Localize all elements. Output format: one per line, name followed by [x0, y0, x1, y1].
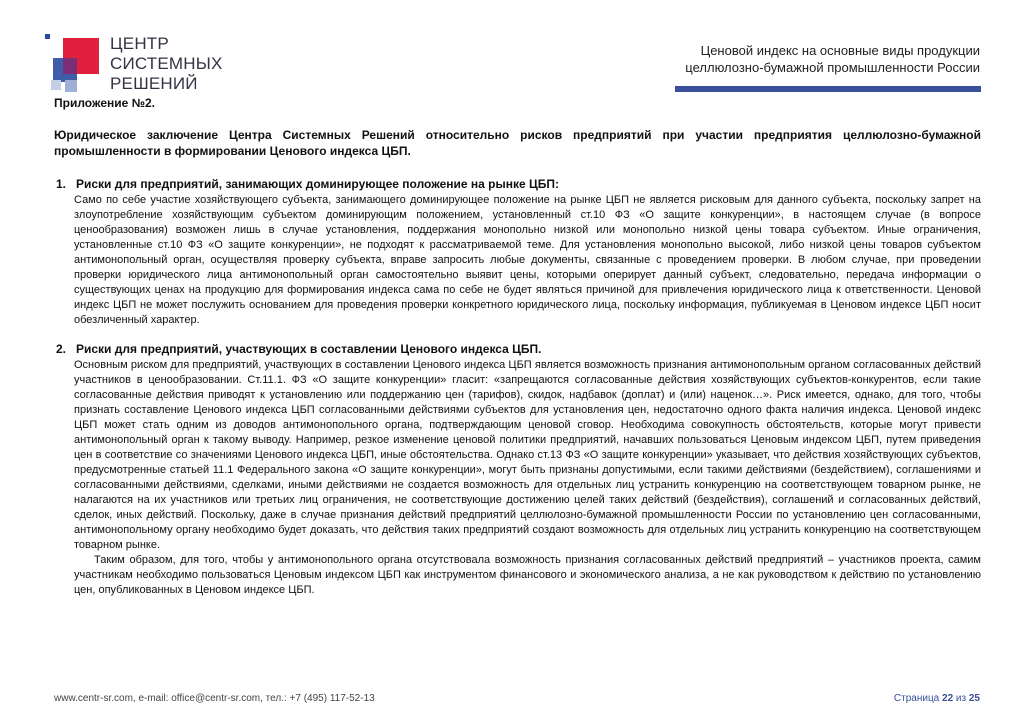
section-paragraph: Таким образом, для того, чтобы у антимонопольного органа отсутствовала возможность признания согласованных действий предприятий – участников проекта, самим участникам необходимо пользоваться Ценовым индексом ЦБП как инструментом финансового и экономического анализа, а не как руководством к действию по установлению цен, опубликованных в Ценовом индексе ЦБП. — [74, 554, 981, 596]
section-heading-text: Риски для предприятий, занимающих доминирующее положение на рынке ЦБП: — [76, 177, 559, 191]
logo-text — [110, 34, 223, 94]
logo-line-2: СИСТЕМНЫХ — [110, 54, 223, 73]
header-title-line-2: целлюлозно-бумажной промышленности России — [685, 60, 980, 75]
header-title — [650, 42, 980, 76]
header-title-line-1: Ценовой индекс на основные виды продукции — [700, 43, 980, 58]
logo-mark-icon — [45, 34, 105, 94]
page-current: 22 — [942, 693, 954, 704]
appendix-label: Приложение №2. — [54, 96, 156, 110]
logo-line-1: ЦЕНТР — [110, 34, 169, 53]
logo-line-3: РЕШЕНИЙ — [110, 74, 198, 93]
company-logo — [45, 34, 235, 96]
section-paragraph: Само по себе участие хозяйствующего субъекта, занимающего доминирующее положение на рынке ЦБП не является рисковым для данного субъекта, поскольку запрет на злоупотребление хозяйствующим субъектом доминирующим положением, установленный ст.10 ФЗ «О защите конкуренции», в настоящем случае (в вопросе ценообразования) возможен лишь в случае установления, поддержания монопольно низкой или монопольно низкой цены товара субъектом. Иные ограничения, установленные ст.10 ФЗ «О защите конкуренции», не подходят к рассматриваемой теме. Для установления монопольно высокой, либо низкой цены товаров субъектом антимонопольный орган, осуществляя проверку субъекта, вправе запросить любые документы, связанные с проведением проверки. В любом случае, при проведении проверки юридического лица антимонопольный орган самостоятельно выявит цены, которыми оперирует данный субъект, следовательно, передача информации о существующих ценах на продукцию для формирования индекса сама по себе не будет являться причиной для привлечения юридического лица к ответственности. Ценовой индекс ЦБП не может послужить основанием для проведения проверки конкретного юридического лица, поскольку информация, публикуемая в Ценовом индексе ЦБП носит обезличенный характер. — [74, 194, 981, 326]
document-title: Юридическое заключение Центра Системных Решений относительно рисков предприятий при участии предприятия целлюлозно-бумажной промышленности в формировании Ценового индекса ЦБП. — [54, 128, 981, 158]
page-total: 25 — [968, 693, 980, 704]
section-paragraph: Основным риском для предприятий, участвующих в составлении Ценового индекса ЦБП является возможность признания антимонопольным органом согласованных действий участников в ценообразовании. Ст.11.1. ФЗ «О защите конкуренции» гласит: «запрещаются согласованные действия хозяйствующих субъектов-конкурентов, если такие согласованные действия приводят к установлению или поддержанию цен (тарифов), скидок, надбавок (доплат) и (или) наценок…». Риск имеется, однако, для того, чтобы признать составление Ценового индекса ЦБП согласованными действиями субъектов для установления цен, недостаточно одного факта наличия индекса. Ценовой индекс ЦБП может стать одним из доводов антимонопольного органа, подтверждающим ценовой сговор. Необходима совокупность обстоятельств, которые могут привести антимонопольный орган к такому выводу. Например, резкое изменение ценовой политики предприятий, начавших пользоваться Ценовым индексом ЦБП, путем приведения цен в соответствие со значениями Ценового индекса ЦБП, иные обстоятельства. Однако ст.13 ФЗ «О защите конкуренции» указывает, что действия хозяйствующих субъектов, предусмотренные статьей 11.1 Федерального закона «О защите конкуренции», могут быть признаны допустимыми, если такими действиями (бездействием), соглашениями и согласованными действиями, сделками, иными действиями не создается возможность для отдельных лиц устранить конкуренцию на соответствующем товарном рынке, не налагаются на их участников или третьих лиц ограничения, не соответствующие достижению целей таких действий (бездействия), соглашений и согласованных действий, сделок, иных действий. Поскольку, даже в случае признания действий предприятий целлюлозно-бумажной промышленности России по установлению цен согласованными, антимонопольному органу необходимо будет доказать, что действия таких предприятий создают возможность для отдельных лиц устранить конкуренцию на соответствующем товарном рынке. — [74, 359, 981, 551]
section-number: 1. — [56, 177, 67, 191]
header-rule — [675, 86, 981, 92]
page-number — [894, 693, 980, 704]
section-2 — [54, 342, 981, 598]
section-heading-text: Риски для предприятий, участвующих в составлении Ценового индекса ЦБП. — [76, 342, 542, 356]
section-number: 2. — [56, 342, 67, 356]
document-body — [54, 96, 981, 598]
section-heading — [54, 177, 981, 192]
section-1 — [54, 177, 981, 328]
page-label: Страница — [893, 693, 940, 704]
section-heading — [54, 342, 981, 357]
page-separator: из — [955, 693, 967, 704]
footer-contacts: www.centr-sr.com, e-mail: office@centr-sr.com, тел.: +7 (495) 117-52-13 — [54, 693, 375, 704]
